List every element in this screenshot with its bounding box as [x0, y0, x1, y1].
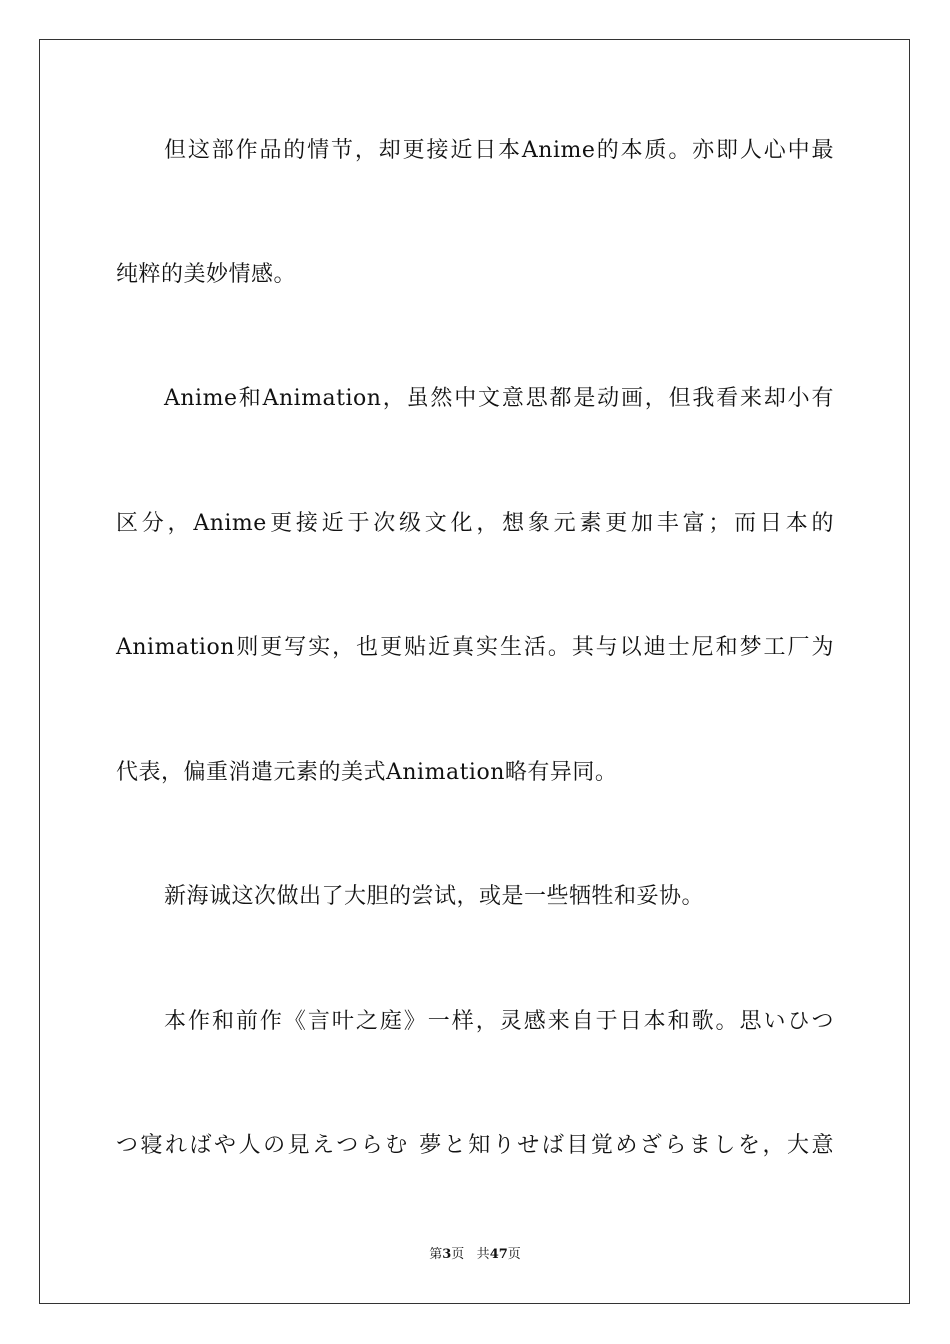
page-frame [39, 39, 910, 1304]
text-line-4: 区分，Anime更接近于次级文化，想象元素更加丰富；而日本的 [116, 511, 834, 536]
text-line-3: Anime和Animation，虽然中文意思都是动画，但我看来却小有 [164, 386, 834, 411]
text-line-1: 但这部作品的情节，却更接近日本Anime的本质。亦即人心中最 [164, 138, 834, 163]
footer-prefix: 第 [429, 1247, 443, 1262]
footer-total-pages: 47 [489, 1247, 508, 1262]
footer-page-suffix: 页 [451, 1247, 465, 1262]
text-line-7: 新海诚这次做出了大胆的尝试，或是一些牺牲和妥协。 [164, 884, 705, 909]
page-footer [0, 1246, 950, 1264]
footer-total-prefix: 共 [476, 1247, 490, 1262]
text-line-5: Animation则更写实，也更贴近真实生活。其与以迪士尼和梦工厂为 [116, 635, 834, 660]
text-line-2: 纯粹的美妙情感。 [116, 262, 297, 287]
text-line-8: 本作和前作《言叶之庭》一样，灵感来自于日本和歌。思いひつ [164, 1009, 834, 1034]
text-line-6: 代表，偏重消遣元素的美式Animation略有异同。 [116, 760, 618, 785]
text-line-9: つ寝ればや人の見えつらむ 夢と知りせば目覚めざらましを，大意 [116, 1133, 834, 1158]
footer-page-number: 3 [442, 1247, 452, 1262]
footer-total-suffix: 页 [507, 1247, 521, 1262]
